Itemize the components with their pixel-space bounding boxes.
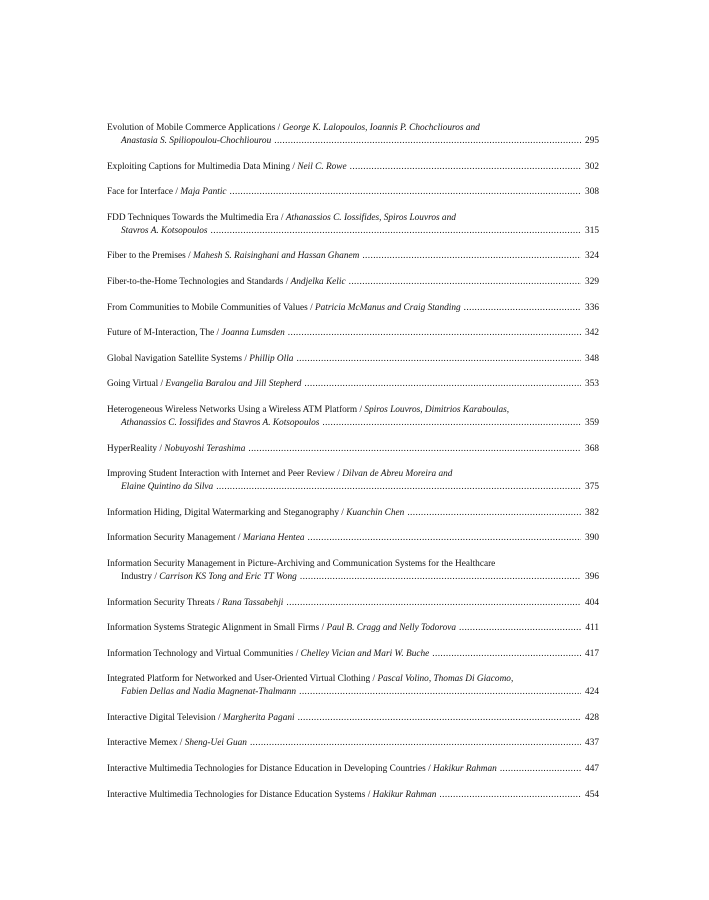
toc-entry xyxy=(107,212,599,238)
entry-authors: Mariana Hentea xyxy=(242,533,305,544)
entry-title: Information Hiding, Digital Watermarking and Steganography xyxy=(107,507,339,518)
page-number: 454 xyxy=(585,789,599,800)
entry-title: Interactive Memex xyxy=(107,738,178,749)
entry-title: Going Virtual xyxy=(107,379,159,390)
dot-leader xyxy=(230,186,581,199)
toc-line-1: Improving Student Interaction with Internet and Peer Review / Dilvan de Abreu Moreira and xyxy=(107,469,453,480)
entry-authors: Phillip Olla xyxy=(249,353,294,364)
entry-title: Face for Interface xyxy=(107,187,174,198)
toc-line: Interactive Memex / Sheng-Uei Guan ..... 437 xyxy=(107,737,599,750)
entry-authors: Rana Tassabehji xyxy=(221,597,284,608)
entry-authors: Pascal Volino, Thomas Di Giacomo, xyxy=(377,674,514,685)
toc-entry xyxy=(107,327,599,340)
entry-authors: Joanna Lumsden xyxy=(221,328,285,339)
entry-title: FDD Techniques Towards the Multimedia Era xyxy=(107,212,279,223)
entry-title-continued: Industry xyxy=(121,571,152,582)
page-number: 329 xyxy=(585,276,599,287)
page-number: 375 xyxy=(585,482,599,493)
page-number: 396 xyxy=(585,571,599,582)
toc-line-1: Evolution of Mobile Commerce Applications / George K. Lalopoulos, Ioannis P. Chochcliouros and xyxy=(107,123,480,133)
dot-leader xyxy=(250,737,581,750)
entry-authors: Evangelia Baralou and Jill Stepherd xyxy=(165,379,302,390)
entry-authors: Sheng-Uei Guan xyxy=(184,738,247,749)
toc-entry xyxy=(107,507,599,520)
toc-entry xyxy=(107,648,599,661)
dot-leader xyxy=(211,225,581,238)
entry-title: Interactive Digital Television xyxy=(107,712,216,723)
entry-authors: Dilvan de Abreu Moreira and xyxy=(342,469,453,480)
toc-line: Interactive Digital Television / Margherita Pagani ..... 428 xyxy=(107,712,599,725)
toc-entry xyxy=(107,558,599,584)
dot-leader xyxy=(349,276,581,289)
toc-line-1: Heterogeneous Wireless Networks Using a Wireless ATM Platform / Spiros Louvros, Dimitrios Karaboulas, xyxy=(107,404,510,415)
toc-line-2 xyxy=(107,686,599,699)
page-number: 302 xyxy=(585,161,599,172)
toc-entry xyxy=(107,302,599,315)
entry-title: Fiber to the Premises xyxy=(107,251,186,262)
dot-leader xyxy=(288,327,581,340)
toc-entry xyxy=(107,673,599,699)
entry-authors: Andjelka Kelic xyxy=(290,276,346,287)
entry-authors: Spiros Louvros, Dimitrios Karaboulas, xyxy=(364,404,510,415)
entry-title: Exploiting Captions for Multimedia Data Mining xyxy=(107,161,291,172)
toc-line-2 xyxy=(107,225,599,238)
dot-leader xyxy=(432,648,581,661)
toc-line: Fiber to the Premises / Mahesh S. Raisinghani and Hassan Ghanem ..... 324 xyxy=(107,250,599,263)
dot-leader xyxy=(216,481,581,494)
dot-leader xyxy=(350,161,581,174)
dot-leader xyxy=(407,507,581,520)
toc-line: Future of M-Interaction, The / Joanna Lumsden ..... 342 xyxy=(107,327,599,340)
dot-leader xyxy=(439,789,581,802)
page-number: 411 xyxy=(585,623,599,634)
entry-authors: Maja Pantic xyxy=(180,187,227,198)
toc-line: Global Navigation Satellite Systems / Phillip Olla ..... 348 xyxy=(107,353,599,366)
dot-leader xyxy=(248,443,581,456)
dot-leader xyxy=(286,597,581,610)
page-number: 315 xyxy=(585,225,599,236)
toc-entry xyxy=(107,712,599,725)
toc-line-2 xyxy=(107,135,599,148)
toc-line: Fiber-to-the-Home Technologies and Standards / Andjelka Kelic ..... 329 xyxy=(107,276,599,289)
entry-authors: Paul B. Cragg and Nelly Todorova xyxy=(326,623,456,634)
toc-line-2 xyxy=(107,481,599,494)
toc-entry xyxy=(107,353,599,366)
dot-leader xyxy=(500,763,581,776)
entry-authors: Nobuyoshi Terashima xyxy=(164,443,246,454)
toc-entry xyxy=(107,186,599,199)
entry-authors: Kuanchin Chen xyxy=(346,507,405,518)
entry-title: Information Security Threats xyxy=(107,597,215,608)
dot-leader xyxy=(464,302,581,315)
entry-authors: Neil C. Rowe xyxy=(297,161,347,172)
entry-authors: Athanassios C. Iossifides and Stavros A. Kotsopoulos xyxy=(121,417,320,428)
toc-line: Going Virtual / Evangelia Baralou and Jill Stepherd ..... 353 xyxy=(107,378,599,391)
toc-line: Information Technology and Virtual Communities / Chelley Vician and Mari W. Buche ..... 417 xyxy=(107,648,599,661)
dot-leader xyxy=(304,378,581,391)
toc-entry xyxy=(107,789,599,802)
toc-entry xyxy=(107,443,599,456)
entry-title: Future of M-Interaction, The xyxy=(107,328,215,339)
dot-leader xyxy=(308,532,581,545)
toc-line: Information Systems Strategic Alignment in Small Firms / Paul B. Cragg and Nelly Todorova ..... 411 xyxy=(107,622,599,635)
toc-line: Information Hiding, Digital Watermarking and Steganography / Kuanchin Chen ..... 382 xyxy=(107,507,599,520)
entry-authors: Hakikur Rahman xyxy=(433,764,497,775)
toc-entry xyxy=(107,763,599,776)
toc-line: Interactive Multimedia Technologies for Distance Education in Developing Countries / Hakikur Rahman ..... 447 xyxy=(107,763,599,776)
page-number: 417 xyxy=(585,648,599,659)
page-number: 437 xyxy=(585,738,599,749)
entry-authors: George K. Lalopoulos, Ioannis P. Chochcliouros and xyxy=(282,123,480,133)
page-number: 295 xyxy=(585,136,599,146)
entry-title: HyperReality xyxy=(107,443,158,454)
page-number: 404 xyxy=(585,597,599,608)
dot-leader xyxy=(459,622,581,635)
toc-entry xyxy=(107,737,599,750)
page-number: 336 xyxy=(585,302,599,313)
entry-title: Interactive Multimedia Technologies for Distance Education Systems xyxy=(107,789,366,800)
toc-line: Interactive Multimedia Technologies for Distance Education Systems / Hakikur Rahman ..... 454 xyxy=(107,789,599,802)
toc-line: Information Security Management / Mariana Hentea ..... 390 xyxy=(107,532,599,545)
entry-title: Fiber-to-the-Home Technologies and Standards xyxy=(107,276,284,287)
entry-authors: Chelley Vician and Mari W. Buche xyxy=(300,648,430,659)
dot-leader xyxy=(296,353,581,366)
page-number: 428 xyxy=(585,712,599,723)
page-number: 342 xyxy=(585,328,599,339)
toc-line-1 xyxy=(107,558,599,571)
table-of-contents xyxy=(107,122,599,814)
dot-leader xyxy=(300,571,581,584)
toc-entry xyxy=(107,597,599,610)
dot-leader xyxy=(298,712,581,725)
page-number: 382 xyxy=(585,507,599,518)
page-number: 390 xyxy=(585,533,599,544)
page-number: 359 xyxy=(585,417,599,428)
toc-line-2 xyxy=(107,417,599,430)
entry-title: Integrated Platform for Networked and User-Oriented Virtual Clothing xyxy=(107,674,371,685)
toc-entry xyxy=(107,404,599,430)
entry-title: Information Security Management in Picture-Archiving and Communication Systems for the Healthcare xyxy=(107,558,496,569)
page-number: 348 xyxy=(585,353,599,364)
toc-entry xyxy=(107,276,599,289)
entry-title: From Communities to Mobile Communities of Values xyxy=(107,302,308,313)
dot-leader xyxy=(274,135,581,148)
toc-entry xyxy=(107,250,599,263)
entry-title: Global Navigation Satellite Systems xyxy=(107,353,243,364)
entry-authors: Fabien Dellas and Nadia Magnenat-Thalmann xyxy=(121,687,297,698)
entry-authors: Margherita Pagani xyxy=(222,712,295,723)
toc-line: HyperReality / Nobuyoshi Terashima ..... 368 xyxy=(107,443,599,456)
dot-leader xyxy=(299,686,581,699)
entry-authors: Hakikur Rahman xyxy=(372,789,437,800)
page-number: 353 xyxy=(585,379,599,390)
toc-line: Exploiting Captions for Multimedia Data Mining / Neil C. Rowe ..... 302 xyxy=(107,161,599,174)
entry-title: Interactive Multimedia Technologies for Distance Education in Developing Countries xyxy=(107,764,426,775)
toc-entry xyxy=(107,532,599,545)
entry-title: Evolution of Mobile Commerce Applications xyxy=(107,123,276,133)
page-number: 424 xyxy=(585,687,599,698)
entry-authors: Elaine Quintino da Silva xyxy=(121,482,214,493)
entry-authors: Patricia McManus and Craig Standing xyxy=(314,302,461,313)
entry-authors: Carrison KS Tong and Eric TT Wong xyxy=(159,571,297,582)
toc-entry xyxy=(107,122,599,148)
dot-leader xyxy=(322,417,581,430)
entry-title: Improving Student Interaction with Internet and Peer Review xyxy=(107,469,335,480)
dot-leader xyxy=(362,250,581,263)
toc-line-2: Industry / Carrison KS Tong and Eric TT Wong ..... 396 xyxy=(107,571,599,584)
toc-entry xyxy=(107,161,599,174)
toc-line: Information Security Threats / Rana Tassabehji ..... 404 xyxy=(107,597,599,610)
entry-authors: Anastasia S. Spiliopoulou-Chochliourou xyxy=(121,136,272,146)
toc-entry xyxy=(107,622,599,635)
entry-title: Information Technology and Virtual Communities xyxy=(107,648,294,659)
entry-title: Information Systems Strategic Alignment in Small Firms xyxy=(107,623,320,634)
entry-title: Heterogeneous Wireless Networks Using a Wireless ATM Platform xyxy=(107,404,358,415)
toc-line: Face for Interface / Maja Pantic ..... 308 xyxy=(107,186,599,199)
entry-authors: Stavros A. Kotsopoulos xyxy=(121,225,208,236)
toc-line-1: Integrated Platform for Networked and User-Oriented Virtual Clothing / Pascal Volino, Thomas Di Giacomo, xyxy=(107,674,514,685)
toc-line-1: FDD Techniques Towards the Multimedia Era / Athanassios C. Iossifides, Spiros Louvros and xyxy=(107,212,456,223)
entry-title: Information Security Management xyxy=(107,533,236,544)
entry-authors: Mahesh S. Raisinghani and Hassan Ghanem xyxy=(193,251,360,262)
page-number: 368 xyxy=(585,443,599,454)
entry-authors: Athanassios C. Iossifides, Spiros Louvros and xyxy=(285,212,456,223)
toc-entry xyxy=(107,468,599,494)
page-number: 447 xyxy=(585,764,599,775)
toc-entry xyxy=(107,378,599,391)
toc-line: From Communities to Mobile Communities of Values / Patricia McManus and Craig Standing ..... 336 xyxy=(107,302,599,315)
page-number: 308 xyxy=(585,187,599,198)
page-number: 324 xyxy=(585,251,599,262)
